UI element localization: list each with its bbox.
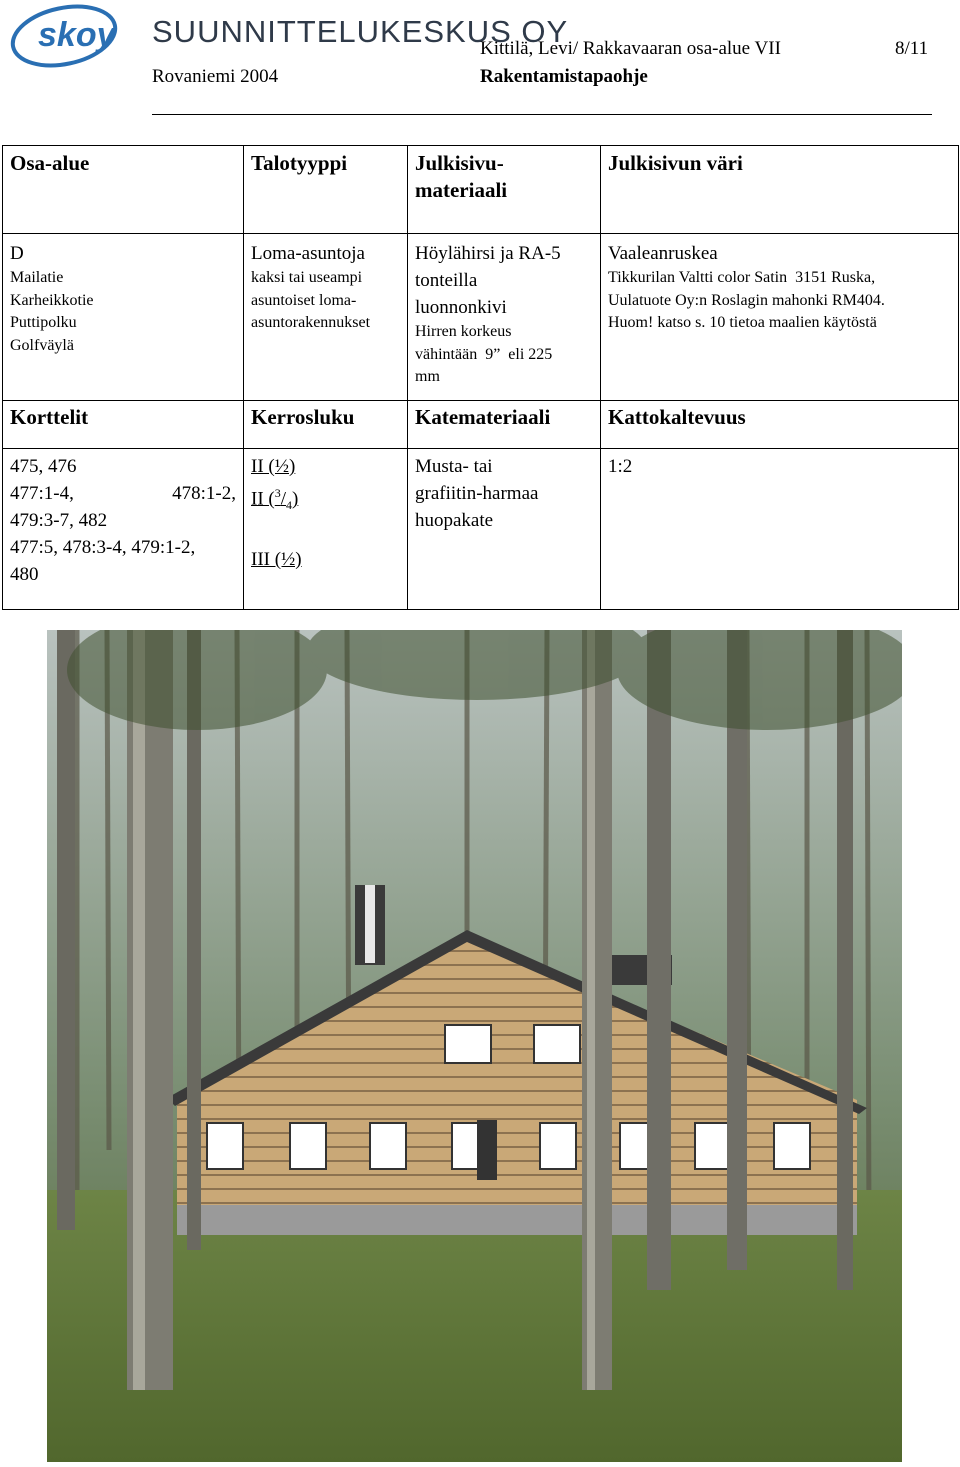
cell-materiaali: Höylähirsi ja RA-5 tonteilla luonnonkivi Hirren korkeus vähintään 9” eli 225 mm [408, 234, 601, 401]
cell-kerrosluku: II (½) II $(^3/_4)$ III (½) [244, 449, 408, 610]
col-header-talotyyppi: Talotyyppi [244, 146, 408, 234]
col-header-julkisivumateriaali: Julkisivu- materiaali [408, 146, 601, 234]
place-year: Rovaniemi 2004 [152, 66, 279, 87]
cell-osa-alue: D Mailatie Karheikkotie Puttipolku Golfväylä [3, 234, 244, 401]
building-spec-table [2, 145, 959, 610]
area-code: D [10, 243, 24, 264]
page-number: 8/11 [895, 38, 929, 59]
cell-talotyyppi: Loma-asuntoja kaksi tai useampi asuntoiset loma- asuntorakennukset [244, 234, 408, 401]
table-header-row-2 [3, 401, 959, 449]
logo-word: skoy [38, 16, 116, 54]
col-header-julkisivun-vari: Julkisivun väri [601, 146, 959, 234]
header-rule [152, 114, 932, 115]
company-name: SUUNNITTELUKESKUS OY [152, 14, 569, 49]
cell-katemateriaali: Musta- tai grafiitin-harmaa huopakate [408, 449, 601, 610]
cell-korttelit: 475, 476 477:1-4, 478:1-2, 479:3-7, 482 477:5, 478:3-4, 479:1-2, 480 [3, 449, 244, 610]
table-header-row [3, 146, 959, 234]
col-header-korttelit: Korttelit [3, 401, 244, 449]
document-title: Rakentamistapaohje [480, 66, 648, 87]
table-row [3, 234, 959, 401]
col-header-kerrosluku: Kerrosluku [244, 401, 408, 449]
kerrosluku-fraction: II $(^3/_4)$ [251, 486, 299, 513]
col-header-osa-alue: Osa-alue [3, 146, 244, 234]
project-location: Kittilä, Levi/ Rakkavaaran osa-alue VII [480, 38, 781, 59]
cell-vari: Vaaleanruskea Tikkurilan Valtti color Satin 3151 Ruska, Uulatuote Oy:n Roslagin mahonki RM404. Huom! katso s. 10 tietoa maalien käytöstä [601, 234, 959, 401]
table-row [3, 449, 959, 610]
house-illustration [47, 630, 902, 1462]
col-header-kattokaltevuus: Kattokaltevuus [601, 401, 959, 449]
col-header-katemateriaali: Katemateriaali [408, 401, 601, 449]
skoy-logo-icon [8, 2, 158, 68]
cell-kattokaltevuus: 1:2 [601, 449, 959, 610]
foundation [177, 1205, 857, 1235]
